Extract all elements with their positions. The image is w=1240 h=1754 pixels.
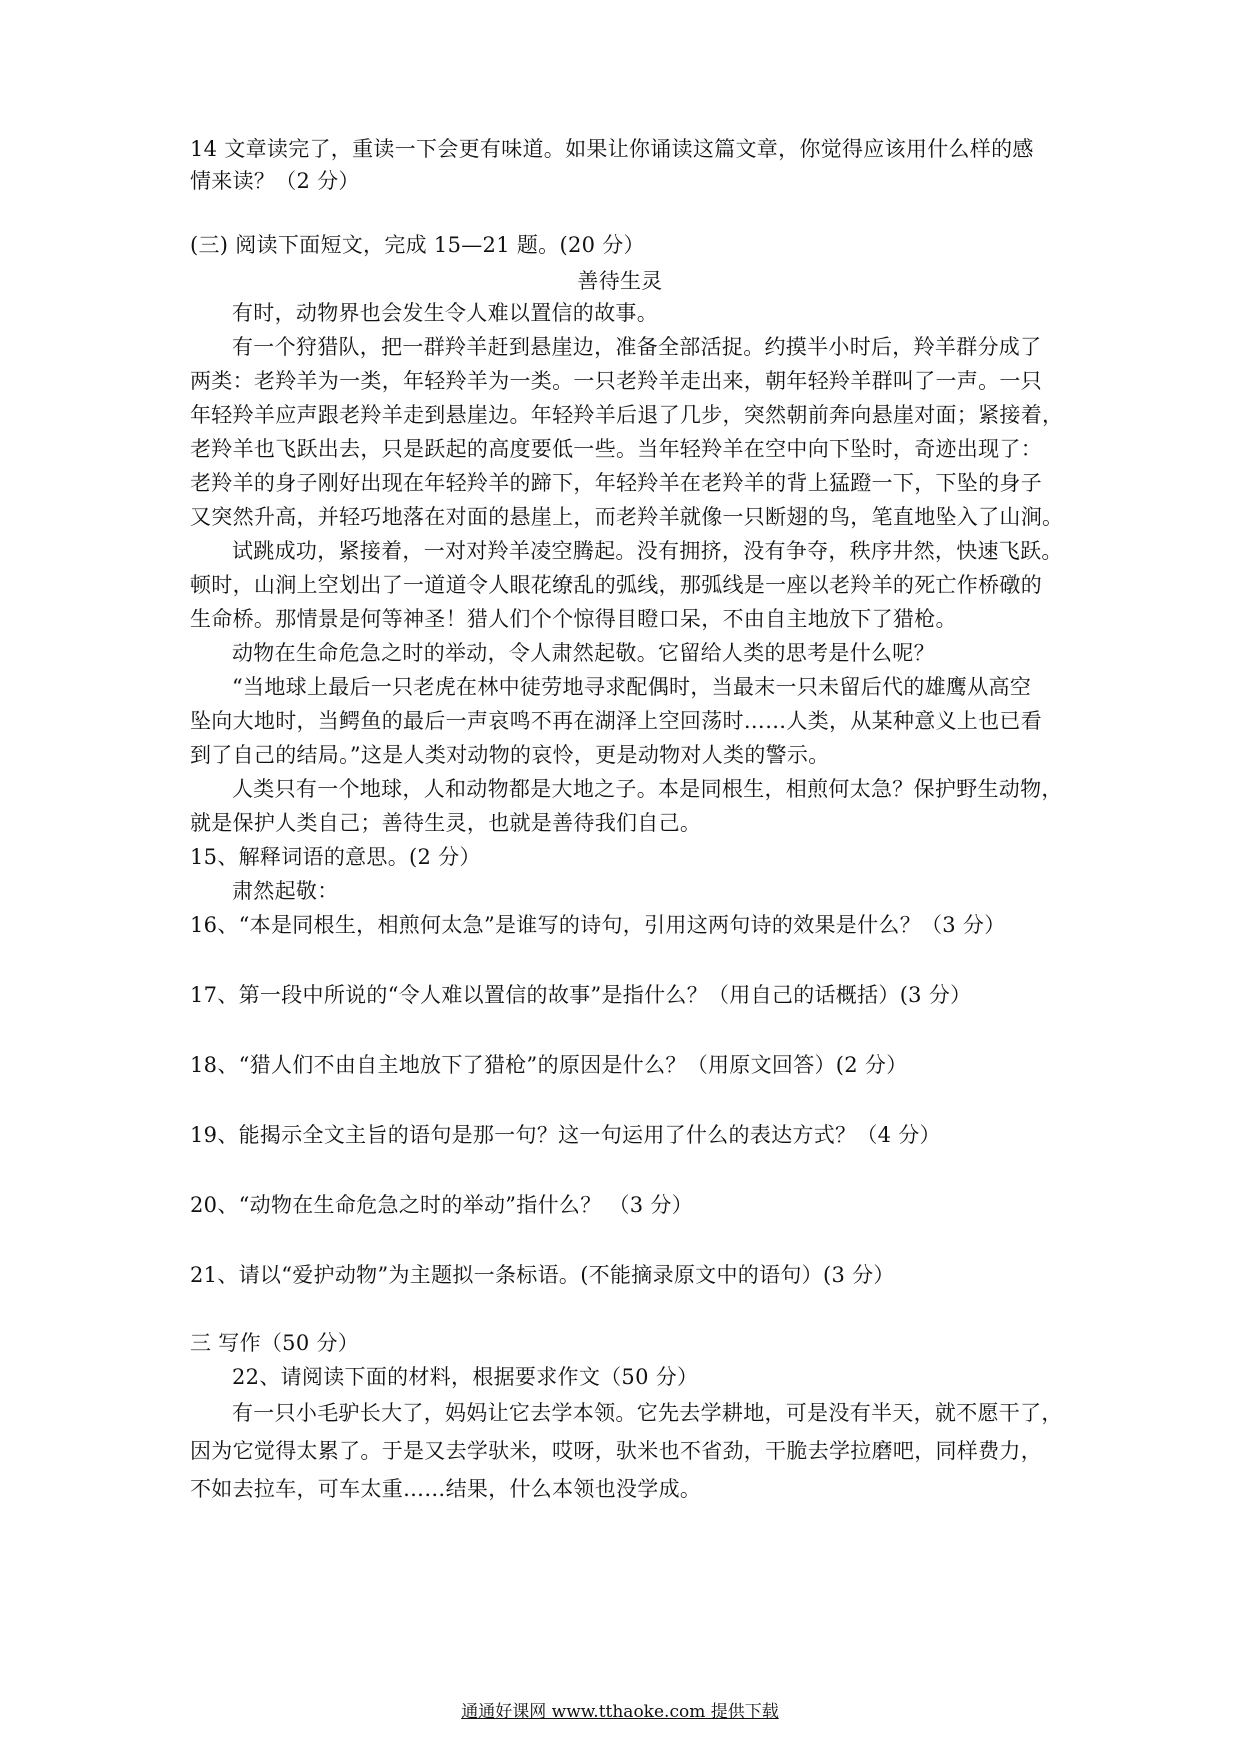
passage-paragraph-5-line: “当地球上最后一只老虎在林中徒劳地寻求配偶时，当最末一只未留后代的雄鹰从高空 [232,675,1032,699]
passage-paragraph-2-line: 年轻羚羊应声跟老羚羊走到悬崖边。年轻羚羊后退了几步，突然朝前奔向悬崖对面；紧接着， [190,403,1064,427]
question-15: 15、解释词语的意思。(2 分） [190,845,481,869]
writing-material-line: 有一只小毛驴长大了，妈妈让它去学本领。它先去学耕地，可是没有半天，就不愿干了， [232,1401,1063,1425]
writing-material-line: 不如去拉车，可车太重……结果，什么本领也没学成。 [190,1477,702,1501]
question-15-term: 肃然起敬： [232,879,339,903]
passage-paragraph-3-line: 顿时，山涧上空划出了一道道令人眼花缭乱的弧线，那弧线是一座以老羚羊的死亡作桥礅的 [190,573,1042,597]
question-16: 16、“本是同根生，相煎何太急”是谁写的诗句，引用这两句诗的效果是什么？（3 分） [190,913,1006,937]
passage-paragraph-3-line: 试跳成功，紧接着，一对对羚羊凌空腾起。没有拥挤，没有争夺，秩序井然，快速飞跃。 [232,539,1063,563]
passage-paragraph-2-line: 又突然升高，并轻巧地落在对面的悬崖上，而老羚羊就像一只断翅的鸟，笔直地坠入了山涧。 [190,505,1064,529]
passage-paragraph-2-line: 老羚羊的身子刚好出现在年轻羚羊的蹄下，年轻羚羊在老羚羊的背上猛蹬一下，下坠的身子 [190,471,1042,495]
passage-paragraph-3-line: 生命桥。那情景是何等神圣！猎人们个个惊得目瞪口呆，不由自主地放下了猎枪。 [190,607,957,631]
q14-line-1: 14 文章读完了，重读一下会更有味道。如果让你诵读这篇文章，你觉得应该用什么样的感 [190,137,1034,161]
q14-line-2: 情来读？（2 分） [190,169,360,193]
question-17: 17、第一段中所说的“令人难以置信的故事”是指什么？（用自己的话概括）(3 分） [190,983,972,1007]
passage-paragraph-2-line: 老羚羊也飞跃出去，只是跃起的高度要低一些。当年轻羚羊在空中向下坠时，奇迹出现了： [190,437,1042,461]
passage-paragraph-2-line: 有一个狩猎队，把一群羚羊赶到悬崖边，准备全部活捉。约摸半小时后，羚羊群分成了 [232,335,1042,359]
passage-paragraph-6-line: 就是保护人类自己；善待生灵，也就是善待我们自己。 [190,811,702,835]
writing-material-line: 因为它觉得太累了。于是又去学驮米，哎呀，驮米也不省劲，干脆去学拉磨吧，同样费力， [190,1439,1042,1463]
passage-paragraph-2-line: 两类：老羚羊为一类，年轻羚羊为一类。一只老羚羊走出来，朝年轻羚羊群叫了一声。一只 [190,369,1042,393]
question-18: 18、“猎人们不由自主地放下了猎枪”的原因是什么？（用原文回答）(2 分） [190,1053,908,1077]
passage-paragraph-6-line: 人类只有一个地球，人和动物都是大地之子。本是同根生，相煎何太急？保护野生动物， [232,777,1063,801]
passage-paragraph-4: 动物在生命危急之时的举动，令人肃然起敬。它留给人类的思考是什么呢？ [232,641,935,665]
footer-download-credit: 通通好课网 www.tthaoke.com 提供下载 [461,1702,779,1722]
passage-title: 善待生灵 [577,269,663,293]
writing-heading: 三 写作（50 分） [190,1331,360,1355]
question-20: 20、“动物在生命危急之时的举动”指什么？ （3 分） [190,1193,694,1217]
question-19: 19、能揭示全文主旨的语句是那一句？这一句运用了什么的表达方式？（4 分） [190,1123,941,1147]
question-22: 22、请阅读下面的材料，根据要求作文（50 分） [232,1365,699,1389]
passage-paragraph-1: 有时，动物界也会发生令人难以置信的故事。 [232,301,658,325]
section-3-heading: (三) 阅读下面短文，完成 15—21 题。(20 分） [190,233,645,257]
question-21: 21、请以“爱护动物”为主题拟一条标语。(不能摘录原文中的语句）(3 分） [190,1263,895,1287]
passage-paragraph-5-line: 坠向大地时，当鳄鱼的最后一声哀鸣不再在湖泽上空回荡时……人类，从某种意义上也已看 [190,709,1042,733]
passage-paragraph-5-line: 到了自己的结局。”这是人类对动物的哀怜，更是动物对人类的警示。 [190,743,830,767]
